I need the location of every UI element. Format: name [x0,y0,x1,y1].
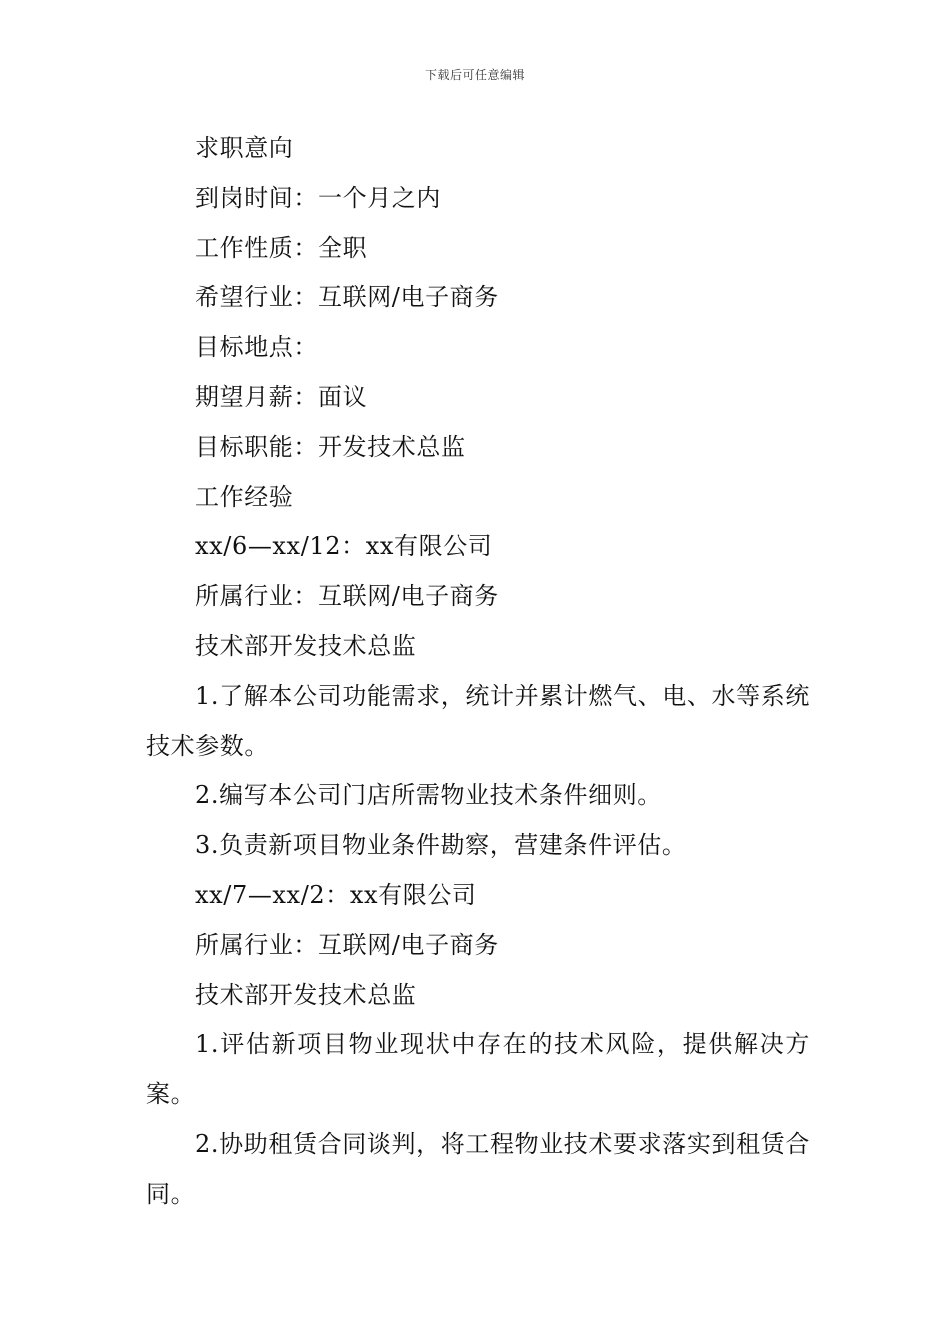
job2-title: 技术部开发技术总监 [195,980,417,1009]
job1-industry: 所属行业：互联网/电子商务 [195,582,499,611]
job1-period: xx/6—xx/12：xx有限公司 [195,532,493,561]
job2-period: xx/7—xx/2：xx有限公司 [195,880,477,909]
job2-duty-2: 2.协助租赁合同谈判，将工程物业技术要求落实到租赁合同。 [146,1129,810,1208]
job2-duty-1: 1.评估新项目物业现状中存在的技术风险，提供解决方案。 [146,1030,810,1109]
job1-duty-3: 3.负责新项目物业条件勘察，营建条件评估。 [195,831,687,860]
job1-duty-2: 2.编写本公司门店所需物业技术条件细则。 [195,781,662,810]
expected-salary-line: 期望月薪：面议 [195,382,368,411]
job2-industry: 所属行业：互联网/电子商务 [195,930,499,959]
job1-title: 技术部开发技术总监 [195,631,417,660]
job1-duty-1: 1.了解本公司功能需求，统计并累计燃气、电、水等系统技术参数。 [146,681,810,760]
resume-body [146,124,810,1220]
job-nature-line: 工作性质：全职 [195,233,368,262]
target-location-line: 目标地点： [195,333,318,362]
arrival-time-line: 到岗时间：一个月之内 [195,183,441,212]
desired-industry-line: 希望行业：互联网/电子商务 [195,283,499,312]
work-experience-heading: 工作经验 [195,482,294,511]
page-header-note: 下载后可任意编辑 [424,68,525,82]
job-intent-heading: 求职意向 [195,134,294,162]
target-function-line: 目标职能：开发技术总监 [195,432,466,461]
